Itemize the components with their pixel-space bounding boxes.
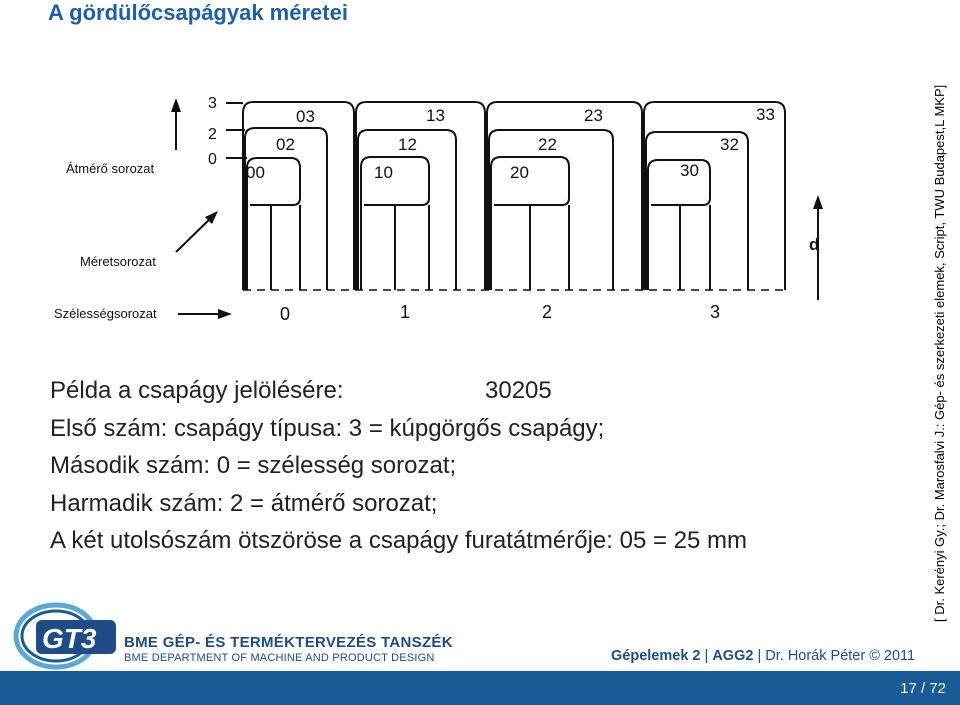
footer-credit bbox=[611, 648, 915, 664]
diameter-tick: 3 bbox=[208, 95, 217, 112]
example-label: Példa a csapágy jelölésére: bbox=[50, 377, 344, 404]
source-citation: [ Dr. Kerényi Gy.; Dr. Marosfalvi J.: Gép- és szerkezeti elemek, Script, TWU Budapest,L MKP] bbox=[932, 84, 947, 622]
course-code: AGG2 bbox=[712, 648, 754, 664]
diameter-tick: 0 bbox=[208, 151, 217, 168]
width-number: 0 bbox=[280, 304, 291, 324]
width-number: 1 bbox=[400, 302, 411, 322]
box-label: 03 bbox=[296, 107, 315, 126]
box-label: 33 bbox=[756, 105, 775, 124]
department-name-en: BME DEPARTMENT OF MACHINE AND PRODUCT DESIGN bbox=[124, 652, 435, 664]
width-series-label: Szélességsorozat bbox=[54, 306, 157, 321]
box-label: 02 bbox=[276, 135, 295, 154]
width-number: 2 bbox=[542, 302, 553, 322]
gt3-logo bbox=[10, 598, 118, 670]
explanation-line-1: Első szám: csapágy típusa: 3 = kúpgörgős csapágy; bbox=[50, 414, 605, 442]
explanation-text bbox=[50, 372, 747, 560]
explanation-line-2: Második szám: 0 = szélesség sorozat; bbox=[50, 452, 457, 479]
box-label: 30 bbox=[680, 161, 699, 180]
box-label: 00 bbox=[246, 163, 265, 182]
course-name: Gépelemek 2 bbox=[611, 648, 701, 664]
size-series-label: Méretsorozat bbox=[80, 254, 156, 269]
separator: | bbox=[704, 648, 709, 664]
box-label: 32 bbox=[720, 135, 739, 154]
width-number: 3 bbox=[710, 302, 721, 322]
logo-text: GT3 bbox=[42, 623, 97, 654]
explanation-line-4: A két utolsószám ötszöröse a csapágy furatátmérője: 05 = 25 mm bbox=[50, 527, 748, 554]
separator: | bbox=[757, 648, 762, 664]
diameter-series-label: Átmérő sorozat bbox=[66, 161, 155, 176]
explanation-line-3: Harmadik szám: 2 = átmérő sorozat; bbox=[50, 489, 438, 517]
example-line bbox=[50, 372, 747, 410]
box-label: 13 bbox=[426, 106, 445, 125]
footer-bar bbox=[0, 671, 960, 705]
page-number: 17 / 72 bbox=[900, 680, 946, 697]
box-label: 22 bbox=[538, 135, 557, 154]
box-label: 10 bbox=[374, 163, 393, 182]
box-label: 12 bbox=[398, 135, 417, 154]
diameter-tick: 2 bbox=[208, 126, 217, 143]
slide-title: A gördülőcsapágyak méretei bbox=[48, 0, 348, 25]
department-name-hu: BME GÉP- ÉS TERMÉKTERVEZÉS TANSZÉK bbox=[124, 634, 453, 651]
author: Dr. Horák Péter © 2011 bbox=[765, 648, 916, 664]
dimension-d-label: d bbox=[809, 235, 820, 254]
box-label: 20 bbox=[510, 163, 529, 182]
box-label: 23 bbox=[584, 106, 603, 125]
example-value: 30205 bbox=[485, 377, 552, 404]
